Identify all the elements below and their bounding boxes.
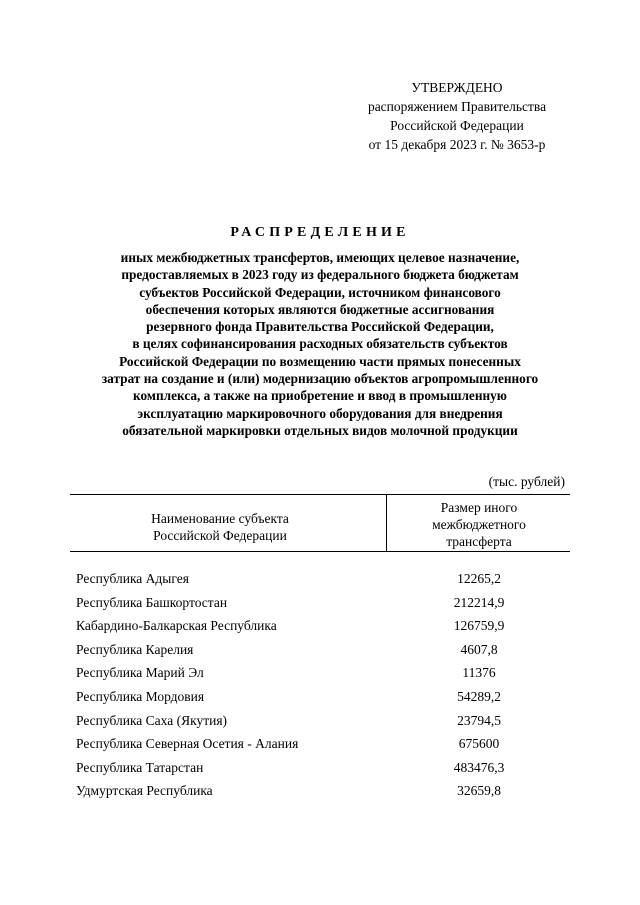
subject-name: Республика Татарстан [76, 759, 204, 775]
transfer-amount: 11376 [462, 665, 496, 681]
table-header-rule [70, 551, 570, 552]
transfer-amount: 4607,8 [460, 641, 498, 657]
header-text: Наименование субъекта [151, 511, 289, 526]
header-subject-name [70, 510, 370, 544]
subtitle-line: затрат на создание и (или) модернизацию объектов агропромышленного [101, 371, 539, 387]
approval-block [352, 78, 562, 154]
header-text: Размер иного [440, 500, 518, 515]
table-row [70, 614, 570, 638]
transfer-amount: 483476,3 [453, 759, 505, 775]
approval-stamp: УТВЕРЖДЕНО [411, 80, 503, 95]
header-text: межбюджетного [432, 517, 526, 532]
approval-issuer: распоряжением Правительства [367, 99, 547, 114]
table-row [70, 685, 570, 709]
approval-date-number: от 15 декабря 2023 г. № 3653-р [368, 137, 546, 152]
approval-issuer-country: Российской Федерации [390, 118, 524, 133]
subject-name: Республика Марий Эл [76, 665, 204, 681]
document-title: РАСПРЕДЕЛЕНИЕ [230, 225, 410, 240]
transfer-amount: 126759,9 [453, 618, 505, 634]
table-row [70, 638, 570, 662]
subject-name: Республика Карелия [76, 641, 194, 657]
subtitle-line: эксплуатацию маркировочного оборудования для внедрения [137, 405, 503, 421]
transfer-amount: 32659,8 [457, 783, 501, 799]
subtitle-line: в целях софинансирования расходных обязательств субъектов [132, 336, 508, 352]
table-row [70, 756, 570, 780]
subject-name: Республика Башкортостан [76, 594, 228, 610]
subject-name: Республика Саха (Якутия) [76, 712, 228, 728]
transfer-amount: 12265,2 [457, 571, 501, 586]
subject-name: Удмуртская Республика [76, 783, 213, 799]
distribution-table [70, 494, 570, 803]
table-body [70, 567, 570, 803]
subject-name: Республика Мордовия [76, 688, 205, 704]
subtitle-line: субъектов Российской Федерации, источником финансового [139, 284, 501, 300]
subtitle-line: иных межбюджетных трансфертов, имеющих целевое назначение, [120, 250, 520, 265]
subtitle-line: обязательной маркировки отдельных видов молочной продукции [122, 422, 518, 438]
subtitle-line: комплекса, а также на приобретение и ввод в промышленную [133, 388, 507, 404]
table-row [70, 709, 570, 733]
subtitle-line: резервного фонда Правительства Российской Федерации, [146, 319, 494, 335]
subject-name: Республика Северная Осетия - Алания [76, 736, 299, 752]
transfer-amount: 54289,2 [457, 688, 501, 704]
table-row [70, 732, 570, 756]
subtitle-line: обеспечения которых являются бюджетные ассигнования [145, 301, 495, 317]
table-row [70, 661, 570, 685]
transfer-amount: 675600 [458, 736, 500, 752]
subject-name: Кабардино-Балкарская Республика [76, 618, 277, 634]
table-row [70, 567, 570, 591]
document-subtitle [60, 249, 580, 439]
transfer-amount: 23794,5 [457, 712, 501, 728]
table-header [70, 495, 570, 551]
header-text: трансферта [446, 534, 512, 549]
header-text: Российской Федерации [153, 528, 287, 543]
subject-name: Республика Адыгея [76, 571, 189, 586]
header-transfer-amount [386, 499, 572, 550]
subtitle-line: предоставляемых в 2023 году из федерального бюджета бюджетам [121, 267, 519, 283]
transfer-amount: 212214,9 [453, 594, 505, 610]
table-row [70, 779, 570, 803]
table-row [70, 591, 570, 615]
units-label: (тыс. рублей) [488, 474, 565, 489]
subtitle-line: Российской Федерации по возмещению части прямых понесенных [119, 353, 521, 369]
